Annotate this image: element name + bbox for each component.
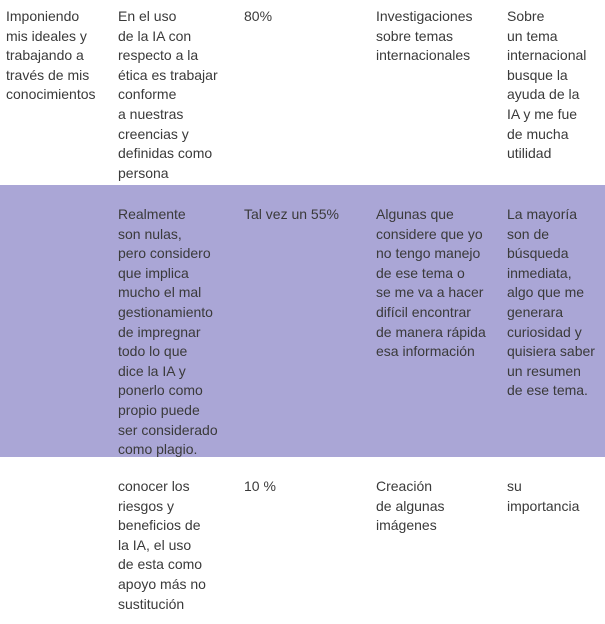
table-cell-col3: 80% xyxy=(244,8,273,24)
table-cell-col3: Tal vez un 55% xyxy=(244,206,339,222)
table-cell-col4: Creación de algunas imágenes xyxy=(376,478,445,534)
table-cell-col5: La mayoría son de búsqueda inmediata, algo que me generara curiosidad y quisiera saber un resumen de ese tema. xyxy=(507,206,595,399)
table-cell-col1: Imponiendo mis ideales y trabajando a través de mis conocimientos xyxy=(6,8,96,103)
table-cell-col4: Algunas que considere que yo no tengo manejo de ese tema o se me va a hacer difícil encontrar de manera rápida esa información xyxy=(376,206,486,360)
table-row xyxy=(0,457,605,624)
table-cell-col5: Sobre un tema internacional busque la ayuda de la IA y me fue de mucha utilidad xyxy=(507,8,587,162)
table-cell-col2: En el uso de la IA con respecto a la ética es trabajar conforme a nuestras creencias y definidas como persona xyxy=(118,8,218,181)
table-row xyxy=(0,0,605,185)
table-cell-col2: Realmente son nulas, pero considero que implica mucho el mal gestionamiento de impregnar todo lo que dice la IA y ponerlo como propio puede ser considerado como plagio. xyxy=(118,206,218,458)
table-cell-col4: Investigaciones sobre temas internacionales xyxy=(376,8,473,64)
table-cell-col5: su importancia xyxy=(507,478,580,514)
table-cell-col2: conocer los riesgos y beneficios de la IA, el uso de esta como apoyo más no sustitución xyxy=(118,478,206,612)
table-row xyxy=(0,185,605,457)
table-cell-col3: 10 % xyxy=(244,478,276,494)
